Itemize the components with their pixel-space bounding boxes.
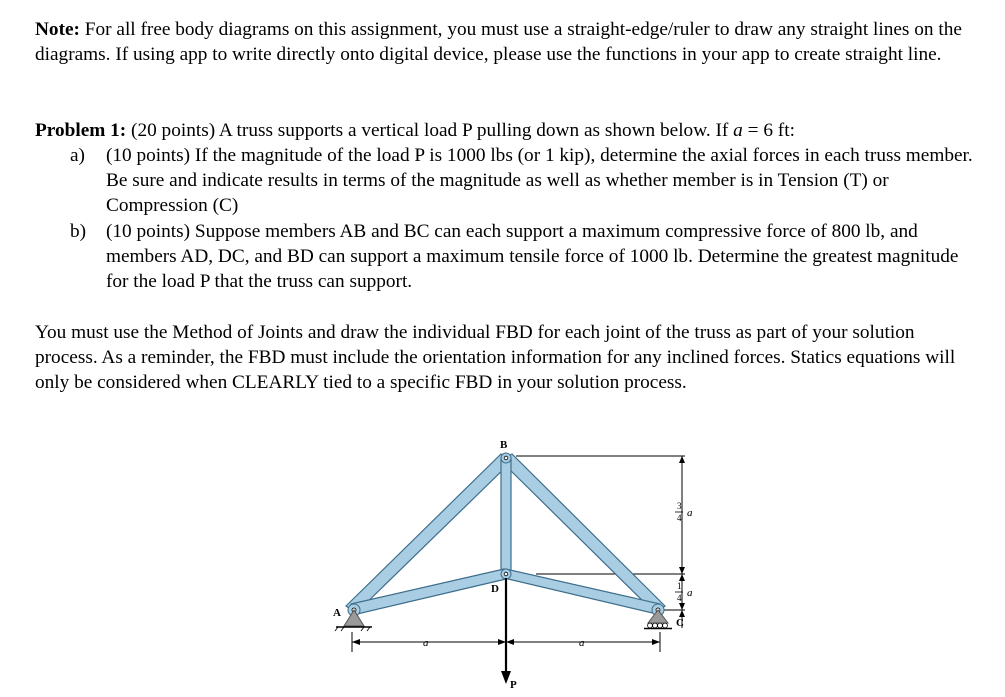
part-b-label: b): [70, 221, 87, 242]
dim-label-a-top: a: [687, 507, 693, 519]
support-C: [644, 610, 672, 629]
dim-label-a-bottom: a: [687, 587, 693, 599]
problem-variable-a: a: [733, 120, 743, 141]
part-a-label: a): [70, 145, 85, 166]
label-B: B: [500, 439, 508, 451]
frac-bottom-num: 1: [677, 581, 682, 591]
note-paragraph: [35, 17, 980, 67]
problem-label: Problem 1:: [35, 120, 127, 141]
truss-figure: [320, 432, 700, 694]
part-b-text: (10 points) Suppose members AB and BC can each support a maximum compressive force of 800 lb, and members AD, DC, and BD can support a maximum tensile force of 1000 lb. Determine the greatest magnitude for the load P that the truss can support.: [106, 221, 959, 292]
dim-label-a-left: a: [423, 637, 429, 649]
dim-label-a-right: a: [579, 637, 585, 649]
load-P-arrow: [501, 578, 511, 684]
method-paragraph: You must use the Method of Joints and draw the individual FBD for each joint of the truss as part of your solution process. As a reminder, the FBD must include the orientation information for any inclined forces. Statics equations will only be considered when CLEARLY tied to a specific FBD in your solution process.: [35, 322, 956, 393]
label-C: C: [676, 617, 684, 629]
note-label: Note:: [35, 19, 80, 40]
frac-top-num: 3: [677, 501, 682, 511]
problem-intro: (20 points) A truss supports a vertical load P pulling down as shown below. If: [126, 120, 734, 141]
label-A: A: [333, 607, 341, 619]
problem-equation: = 6 ft:: [742, 120, 795, 141]
label-P: P: [510, 679, 517, 691]
problem-statement: [35, 118, 980, 143]
member-BD: [501, 458, 511, 574]
part-a-text: (10 points) If the magnitude of the load P is 1000 lbs (or 1 kip), determine the axial forces in each truss member. Be sure and indicate results in terms of the magnitude as well as whether member is in Tension (T) or Compression (C): [106, 145, 973, 216]
frac-top-den: 4: [677, 513, 682, 523]
frac-bottom-den: 4: [677, 593, 682, 603]
label-D: D: [491, 583, 499, 595]
note-text: For all free body diagrams on this assignment, you must use a straight-edge/ruler to draw any straight lines on the diagrams. If using app to write directly onto digital device, please use the functions in your app to create straight line.: [35, 19, 962, 65]
